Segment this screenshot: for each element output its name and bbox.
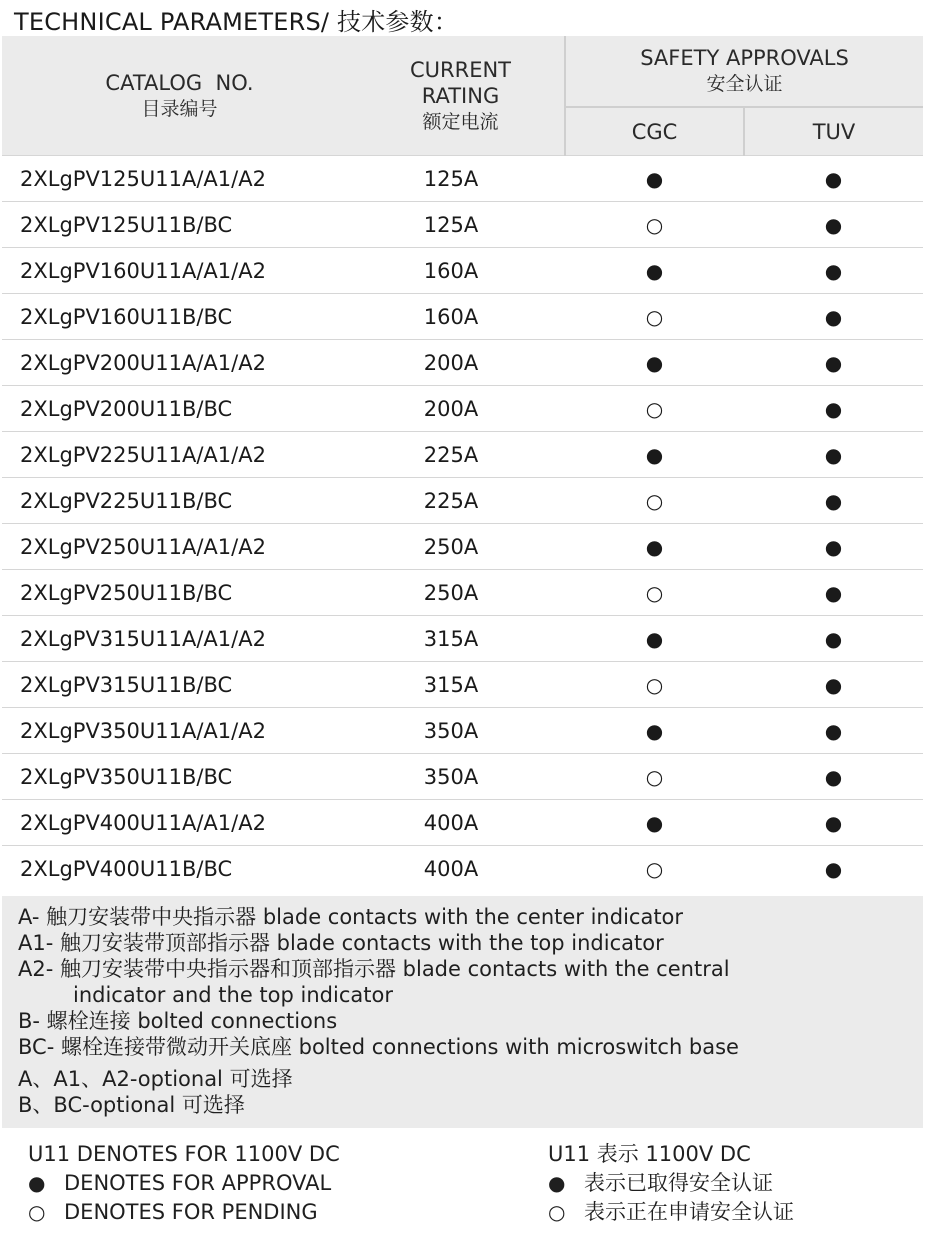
filled-circle-icon: ● <box>548 1171 566 1195</box>
current-header-en2: RATING <box>421 83 500 108</box>
tuv-approval-cell: ● <box>744 202 923 248</box>
catalog-number-cell: 2XLgPV125U11A/A1/A2 <box>2 156 357 202</box>
current-rating-cell: 315A <box>357 616 565 662</box>
legend-approval-en <box>28 1169 340 1198</box>
legend-pending-zh <box>548 1198 794 1227</box>
current-rating-cell: 225A <box>357 432 565 478</box>
safety-approvals-header <box>565 36 923 107</box>
current-rating-cell: 125A <box>357 156 565 202</box>
current-rating-cell: 350A <box>357 754 565 800</box>
current-rating-cell: 350A <box>357 708 565 754</box>
current-rating-cell: 125A <box>357 202 565 248</box>
cgc-approval-cell: ○ <box>565 570 744 616</box>
table-row <box>2 202 923 248</box>
catalog-number-cell: 2XLgPV160U11A/A1/A2 <box>2 248 357 294</box>
open-circle-icon: ○ <box>28 1200 46 1224</box>
current-rating-header <box>357 36 565 156</box>
catalog-number-cell: 2XLgPV200U11B/BC <box>2 386 357 432</box>
table-row <box>2 708 923 754</box>
notes-panel <box>2 896 923 1128</box>
current-rating-cell: 225A <box>357 478 565 524</box>
table-row <box>2 340 923 386</box>
table-row <box>2 846 923 892</box>
current-header-zh: 额定电流 <box>422 110 499 133</box>
cgc-header: CGC <box>565 107 744 156</box>
current-header-en1: CURRENT <box>409 57 512 82</box>
note-bc: BC- 螺栓连接带微动开关底座 bolted connections with microswitch base <box>18 1035 739 1059</box>
catalog-number-cell: 2XLgPV225U11B/BC <box>2 478 357 524</box>
catalog-number-cell: 2XLgPV350U11B/BC <box>2 754 357 800</box>
legend-pending-en <box>28 1198 340 1227</box>
table-row <box>2 524 923 570</box>
legend-approval-zh <box>548 1169 794 1198</box>
legend-pending-text-en: DENOTES FOR PENDING <box>64 1200 318 1224</box>
current-rating-cell: 400A <box>357 846 565 892</box>
table-row <box>2 662 923 708</box>
tuv-approval-cell: ● <box>744 616 923 662</box>
table-row <box>2 386 923 432</box>
tuv-approval-cell: ● <box>744 662 923 708</box>
tuv-approval-cell: ● <box>744 432 923 478</box>
table-row <box>2 248 923 294</box>
cgc-approval-cell: ● <box>565 340 744 386</box>
cgc-approval-cell: ● <box>565 800 744 846</box>
catalog-number-cell: 2XLgPV250U11A/A1/A2 <box>2 524 357 570</box>
note-a1: A1- 触刀安装带顶部指示器 blade contacts with the top indicator <box>18 931 664 955</box>
legend-u11-zh: U11 表示 1100V DC <box>548 1142 751 1166</box>
note-a2-continued: indicator and the top indicator <box>73 983 393 1007</box>
tuv-approval-cell: ● <box>744 248 923 294</box>
cgc-approval-cell: ● <box>565 708 744 754</box>
tuv-approval-cell: ● <box>744 708 923 754</box>
note-optional-a: A、A1、A2-optional 可选择 <box>18 1067 293 1091</box>
catalog-header-en: CATALOG NO. <box>105 70 254 95</box>
cgc-approval-cell: ○ <box>565 202 744 248</box>
current-rating-cell: 400A <box>357 800 565 846</box>
note-a: A- 触刀安装带中央指示器 blade contacts with the center indicator <box>18 905 684 929</box>
tuv-approval-cell: ● <box>744 294 923 340</box>
cgc-approval-cell: ○ <box>565 478 744 524</box>
legend-approval-text-en: DENOTES FOR APPROVAL <box>64 1171 332 1195</box>
current-rating-cell: 250A <box>357 570 565 616</box>
tuv-approval-cell: ● <box>744 800 923 846</box>
catalog-number-cell: 2XLgPV315U11B/BC <box>2 662 357 708</box>
note-optional-b: B、BC-optional 可选择 <box>18 1093 245 1117</box>
legend-chinese <box>548 1140 794 1227</box>
legend-approval-text-zh: 表示已取得安全认证 <box>584 1171 773 1195</box>
table-row <box>2 570 923 616</box>
cgc-approval-cell: ○ <box>565 386 744 432</box>
tuv-approval-cell: ● <box>744 386 923 432</box>
note-a2: A2- 触刀安装带中央指示器和顶部指示器 blade contacts with the central <box>18 957 730 981</box>
catalog-header-zh: 目录编号 <box>141 97 218 120</box>
cgc-approval-cell: ● <box>565 524 744 570</box>
tuv-approval-cell: ● <box>744 340 923 386</box>
tuv-header: TUV <box>744 107 923 156</box>
safety-header-zh: 安全认证 <box>706 73 783 95</box>
catalog-number-cell: 2XLgPV125U11B/BC <box>2 202 357 248</box>
catalog-number-cell: 2XLgPV350U11A/A1/A2 <box>2 708 357 754</box>
safety-header-en: SAFETY APPROVALS <box>640 46 849 70</box>
legend-english <box>28 1140 340 1227</box>
cgc-approval-cell: ○ <box>565 754 744 800</box>
page-title: TECHNICAL PARAMETERS/ 技术参数： <box>14 8 459 36</box>
catalog-number-cell: 2XLgPV400U11B/BC <box>2 846 357 892</box>
catalog-number-cell: 2XLgPV250U11B/BC <box>2 570 357 616</box>
tuv-approval-cell: ● <box>744 478 923 524</box>
table-row <box>2 616 923 662</box>
table-row <box>2 478 923 524</box>
catalog-header <box>2 36 357 156</box>
table-row <box>2 432 923 478</box>
note-b: B- 螺栓连接 bolted connections <box>18 1009 338 1033</box>
current-rating-cell: 200A <box>357 340 565 386</box>
tuv-approval-cell: ● <box>744 570 923 616</box>
table-body <box>2 156 923 892</box>
current-rating-cell: 160A <box>357 248 565 294</box>
table-row <box>2 800 923 846</box>
catalog-number-cell: 2XLgPV160U11B/BC <box>2 294 357 340</box>
cgc-approval-cell: ● <box>565 432 744 478</box>
current-rating-cell: 200A <box>357 386 565 432</box>
current-rating-cell: 160A <box>357 294 565 340</box>
tuv-approval-cell: ● <box>744 156 923 202</box>
cgc-approval-cell: ○ <box>565 294 744 340</box>
current-rating-cell: 250A <box>357 524 565 570</box>
cgc-approval-cell: ○ <box>565 846 744 892</box>
cgc-approval-cell: ● <box>565 248 744 294</box>
tuv-approval-cell: ● <box>744 846 923 892</box>
table-row <box>2 294 923 340</box>
technical-parameters-table <box>2 36 923 891</box>
tuv-approval-cell: ● <box>744 524 923 570</box>
tuv-approval-cell: ● <box>744 754 923 800</box>
table-header <box>2 36 923 156</box>
current-rating-cell: 315A <box>357 662 565 708</box>
table-row <box>2 156 923 202</box>
table-row <box>2 754 923 800</box>
legend-pending-text-zh: 表示正在申请安全认证 <box>584 1200 794 1224</box>
open-circle-icon: ○ <box>548 1200 566 1224</box>
cgc-approval-cell: ● <box>565 156 744 202</box>
cgc-approval-cell: ○ <box>565 662 744 708</box>
catalog-number-cell: 2XLgPV400U11A/A1/A2 <box>2 800 357 846</box>
catalog-number-cell: 2XLgPV315U11A/A1/A2 <box>2 616 357 662</box>
catalog-number-cell: 2XLgPV225U11A/A1/A2 <box>2 432 357 478</box>
filled-circle-icon: ● <box>28 1171 46 1195</box>
legend-u11-en: U11 DENOTES FOR 1100V DC <box>28 1142 340 1166</box>
cgc-approval-cell: ● <box>565 616 744 662</box>
catalog-number-cell: 2XLgPV200U11A/A1/A2 <box>2 340 357 386</box>
